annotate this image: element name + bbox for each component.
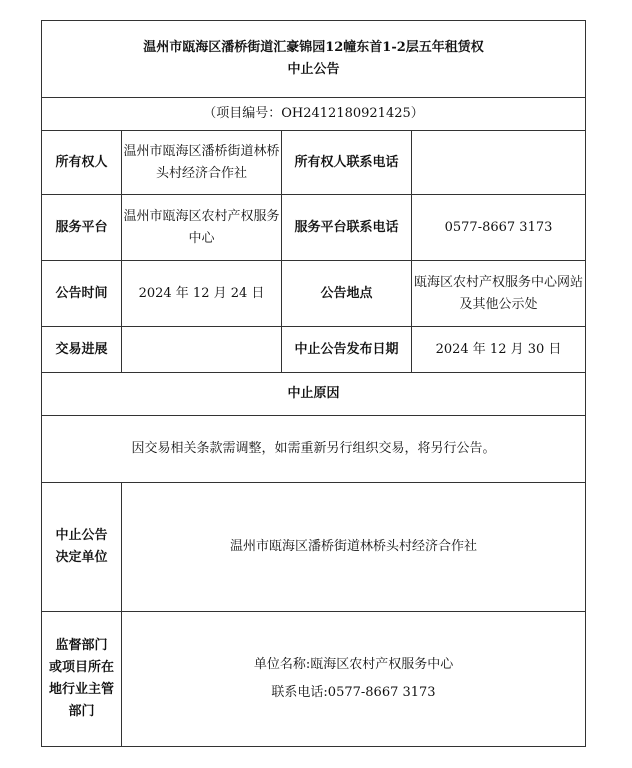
platform-label: 服务平台 [42, 195, 122, 261]
decision-value: 温州市瓯海区潘桥街道林桥头村经济合作社 [122, 483, 586, 612]
supervision-unit-name: 单位名称:瓯海区农村产权服务中心 [253, 657, 454, 672]
decision-label-line-1: 中止公告 [55, 528, 108, 543]
platform-phone-label: 服务平台联系电话 [282, 195, 412, 261]
project-code: （项目编号：OH2412180921425） [42, 98, 586, 131]
reason-text: 因交易相关条款需调整，如需重新另行组织交易，将另行公告。 [42, 416, 586, 483]
supervision-label [42, 612, 122, 747]
supervision-label-line-1: 监督部门 [55, 638, 108, 653]
supervision-label-line-3: 地行业主管 [48, 682, 114, 697]
suspend-date-label: 中止公告发布日期 [282, 327, 412, 373]
owner-value: 温州市瓯海区潘桥街道林桥头村经济合作社 [122, 131, 282, 195]
supervision-contact-phone: 联系电话:0577-8667 3173 [271, 685, 436, 700]
title-line-1: 温州市瓯海区潘桥街道汇豪锦园12幢东首1-2层五年租赁权 [143, 40, 484, 55]
owner-phone-value [412, 131, 586, 195]
owner-phone-label: 所有权人联系电话 [282, 131, 412, 195]
platform-value: 温州市瓯海区农村产权服务中心 [122, 195, 282, 261]
decision-label [42, 483, 122, 612]
announce-place-value: 瓯海区农村产权服务中心网站及其他公示处 [412, 261, 586, 327]
announce-time-label: 公告时间 [42, 261, 122, 327]
supervision-label-line-4: 部门 [68, 704, 95, 719]
notice-title [42, 21, 586, 98]
announce-place-label: 公告地点 [282, 261, 412, 327]
supervision-label-line-2: 或项目所在 [48, 660, 114, 675]
progress-value [122, 327, 282, 373]
reason-heading: 中止原因 [42, 373, 586, 416]
notice-table [41, 20, 586, 747]
decision-label-line-2: 决定单位 [55, 550, 108, 565]
title-line-2: 中止公告 [287, 62, 340, 77]
supervision-contact [122, 612, 586, 747]
announce-time-value: 2024 年 12 月 24 日 [122, 261, 282, 327]
owner-label: 所有权人 [42, 131, 122, 195]
progress-label: 交易进展 [42, 327, 122, 373]
suspend-date-value: 2024 年 12 月 30 日 [412, 327, 586, 373]
platform-phone-value: 0577-8667 3173 [412, 195, 586, 261]
